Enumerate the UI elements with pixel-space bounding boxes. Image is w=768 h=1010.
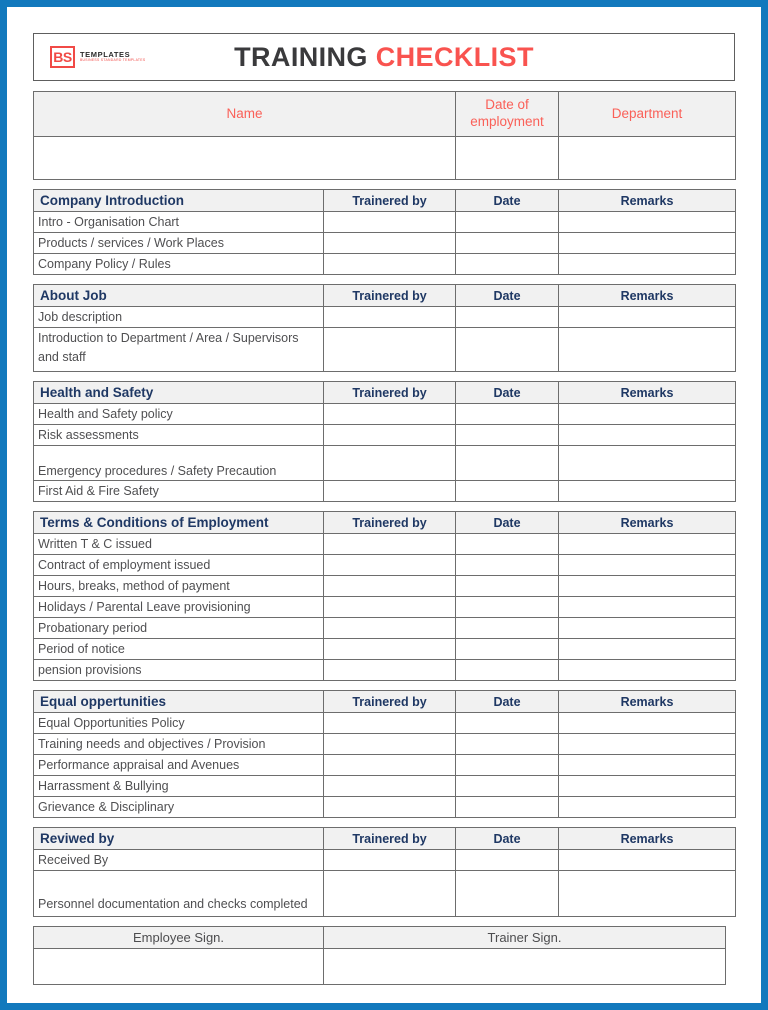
column-header-trainer: Trainered by	[324, 190, 456, 212]
checklist-row	[34, 755, 736, 776]
checklist-cell-remarks[interactable]	[559, 797, 736, 818]
checklist-cell-date[interactable]	[456, 481, 559, 502]
checklist-item-label: Personnel documentation and checks completed	[34, 871, 324, 917]
page-title-primary: TRAINING	[234, 41, 376, 72]
checklist-row	[34, 254, 736, 275]
checklist-cell-date[interactable]	[456, 534, 559, 555]
checklist-cell-trainer[interactable]	[324, 639, 456, 660]
section-title: Terms & Conditions of Employment	[34, 512, 324, 534]
checklist-cell-remarks[interactable]	[559, 576, 736, 597]
column-header-remarks: Remarks	[559, 512, 736, 534]
checklist-row	[34, 618, 736, 639]
section-header-row	[34, 691, 736, 713]
signature-value-row	[34, 949, 736, 985]
section-table	[33, 690, 736, 818]
signature-spacer	[726, 927, 736, 949]
checklist-cell-date[interactable]	[456, 212, 559, 233]
checklist-item-label: Contract of employment issued	[34, 555, 324, 576]
section-table	[33, 284, 736, 372]
checklist-item-label: Hours, breaks, method of payment	[34, 576, 324, 597]
trainer-sign-input[interactable]	[324, 949, 726, 985]
bs-logo-icon: BS	[50, 46, 75, 68]
checklist-row	[34, 639, 736, 660]
checklist-cell-date[interactable]	[456, 254, 559, 275]
trainer-sign-label: Trainer Sign.	[324, 927, 726, 949]
checklist-cell-remarks[interactable]	[559, 734, 736, 755]
checklist-cell-date[interactable]	[456, 307, 559, 328]
checklist-item-label: Written T & C issued	[34, 534, 324, 555]
checklist-cell-remarks[interactable]	[559, 404, 736, 425]
checklist-cell-remarks[interactable]	[559, 212, 736, 233]
identity-value-row	[34, 137, 736, 180]
checklist-item-label: Intro - Organisation Chart	[34, 212, 324, 233]
checklist-cell-trainer[interactable]	[324, 871, 456, 917]
checklist-item-label: Holidays / Parental Leave provisioning	[34, 597, 324, 618]
checklist-item-label: Harrassment & Bullying	[34, 776, 324, 797]
checklist-cell-remarks[interactable]	[559, 660, 736, 681]
checklist-row	[34, 233, 736, 254]
column-header-date: Date	[456, 512, 559, 534]
column-header-trainer: Trainered by	[324, 382, 456, 404]
section-title: Reviwed by	[34, 828, 324, 850]
section-table	[33, 511, 736, 681]
checklist-cell-trainer[interactable]	[324, 850, 456, 871]
checklist-item-label: Performance appraisal and Avenues	[34, 755, 324, 776]
logo-text-block	[80, 51, 145, 62]
checklist-cell-remarks[interactable]	[559, 328, 736, 372]
checklist-cell-date[interactable]	[456, 871, 559, 917]
checklist-cell-trainer[interactable]	[324, 597, 456, 618]
checklist-cell-remarks[interactable]	[559, 555, 736, 576]
checklist-cell-trainer[interactable]	[324, 233, 456, 254]
identity-header-date-of-employment	[456, 92, 559, 137]
checklist-cell-date[interactable]	[456, 734, 559, 755]
checklist-row	[34, 481, 736, 502]
employee-sign-label: Employee Sign.	[34, 927, 324, 949]
checklist-row	[34, 871, 736, 917]
date-of-employment-line1: Date of	[485, 97, 529, 113]
page-title-accent: CHECKLIST	[375, 41, 534, 72]
section-title: Equal oppertunities	[34, 691, 324, 713]
column-header-remarks: Remarks	[559, 190, 736, 212]
checklist-item-label: Probationary period	[34, 618, 324, 639]
checklist-cell-remarks[interactable]	[559, 776, 736, 797]
checklist-row	[34, 534, 736, 555]
brand-logo	[50, 46, 145, 68]
logo-name: TEMPLATES	[80, 50, 131, 60]
checklist-row	[34, 850, 736, 871]
section-header-row	[34, 190, 736, 212]
column-header-date: Date	[456, 190, 559, 212]
identity-input-department[interactable]	[559, 137, 736, 180]
checklist-cell-trainer[interactable]	[324, 404, 456, 425]
checklist-cell-remarks[interactable]	[559, 233, 736, 254]
checklist-row	[34, 660, 736, 681]
checklist-item-label: Received By	[34, 850, 324, 871]
column-header-date: Date	[456, 691, 559, 713]
checklist-cell-remarks[interactable]	[559, 618, 736, 639]
checklist-cell-trainer[interactable]	[324, 660, 456, 681]
checklist-cell-trainer[interactable]	[324, 618, 456, 639]
signature-spacer-2	[726, 949, 736, 985]
column-header-trainer: Trainered by	[324, 691, 456, 713]
checklist-cell-remarks[interactable]	[559, 755, 736, 776]
section-table	[33, 189, 736, 275]
checklist-row	[34, 307, 736, 328]
checklist-cell-trainer[interactable]	[324, 212, 456, 233]
checklist-cell-trainer[interactable]	[324, 328, 456, 372]
date-of-employment-line2: employment	[470, 114, 544, 129]
column-header-remarks: Remarks	[559, 691, 736, 713]
section-table	[33, 827, 736, 917]
checklist-cell-date[interactable]	[456, 776, 559, 797]
identity-header-name: Name	[34, 92, 456, 137]
checklist-row	[34, 576, 736, 597]
checklist-row	[34, 776, 736, 797]
checklist-row	[34, 404, 736, 425]
checklist-cell-trainer[interactable]	[324, 254, 456, 275]
checklist-sections	[33, 189, 735, 917]
checklist-cell-remarks[interactable]	[559, 307, 736, 328]
checklist-cell-remarks[interactable]	[559, 254, 736, 275]
section-header-row	[34, 828, 736, 850]
checklist-item-label: Introduction to Department / Area / Supervisors and staff	[34, 328, 324, 372]
checklist-cell-trainer[interactable]	[324, 481, 456, 502]
column-header-date: Date	[456, 285, 559, 307]
document-header	[33, 33, 735, 81]
column-header-remarks: Remarks	[559, 382, 736, 404]
checklist-item-label: Grievance & Disciplinary	[34, 797, 324, 818]
column-header-date: Date	[456, 828, 559, 850]
checklist-cell-remarks[interactable]	[559, 446, 736, 481]
checklist-item-label: Products / services / Work Places	[34, 233, 324, 254]
identity-input-name[interactable]	[34, 137, 456, 180]
section-table	[33, 381, 736, 502]
checklist-cell-remarks[interactable]	[559, 871, 736, 917]
checklist-cell-date[interactable]	[456, 755, 559, 776]
checklist-row	[34, 597, 736, 618]
checklist-item-label: Emergency procedures / Safety Precaution	[34, 446, 324, 481]
checklist-cell-remarks[interactable]	[559, 713, 736, 734]
checklist-cell-trainer[interactable]	[324, 576, 456, 597]
checklist-cell-trainer[interactable]	[324, 555, 456, 576]
column-header-trainer: Trainered by	[324, 285, 456, 307]
checklist-item-label: Health and Safety policy	[34, 404, 324, 425]
checklist-row	[34, 713, 736, 734]
checklist-row	[34, 425, 736, 446]
section-title: About Job	[34, 285, 324, 307]
section-header-row	[34, 512, 736, 534]
checklist-cell-date[interactable]	[456, 639, 559, 660]
checklist-cell-date[interactable]	[456, 233, 559, 254]
identity-input-date-of-employment[interactable]	[456, 137, 559, 180]
checklist-row	[34, 734, 736, 755]
checklist-cell-trainer[interactable]	[324, 425, 456, 446]
checklist-item-label: Equal Opportunities Policy	[34, 713, 324, 734]
checklist-cell-trainer[interactable]	[324, 755, 456, 776]
checklist-cell-date[interactable]	[456, 446, 559, 481]
signature-header-row	[34, 927, 736, 949]
logo-tagline: BUSINESS STANDARD TEMPLATES	[80, 58, 146, 63]
checklist-cell-date[interactable]	[456, 555, 559, 576]
checklist-item-label: Company Policy / Rules	[34, 254, 324, 275]
checklist-cell-remarks[interactable]	[559, 534, 736, 555]
checklist-cell-trainer[interactable]	[324, 446, 456, 481]
signature-table	[33, 926, 736, 985]
column-header-date: Date	[456, 382, 559, 404]
checklist-item-label: pension provisions	[34, 660, 324, 681]
checklist-cell-trainer[interactable]	[324, 307, 456, 328]
checklist-cell-remarks[interactable]	[559, 597, 736, 618]
checklist-cell-trainer[interactable]	[324, 534, 456, 555]
column-header-remarks: Remarks	[559, 828, 736, 850]
checklist-row	[34, 446, 736, 481]
checklist-cell-remarks[interactable]	[559, 639, 736, 660]
checklist-cell-remarks[interactable]	[559, 425, 736, 446]
checklist-item-label: Training needs and objectives / Provision	[34, 734, 324, 755]
checklist-cell-date[interactable]	[456, 597, 559, 618]
identity-header-row	[34, 92, 736, 137]
checklist-cell-trainer[interactable]	[324, 776, 456, 797]
section-title: Health and Safety	[34, 382, 324, 404]
section-header-row	[34, 382, 736, 404]
column-header-trainer: Trainered by	[324, 512, 456, 534]
checklist-cell-date[interactable]	[456, 618, 559, 639]
employee-sign-input[interactable]	[34, 949, 324, 985]
checklist-cell-remarks[interactable]	[559, 481, 736, 502]
checklist-cell-date[interactable]	[456, 425, 559, 446]
checklist-cell-remarks[interactable]	[559, 850, 736, 871]
checklist-cell-date[interactable]	[456, 660, 559, 681]
checklist-item-label: First Aid & Fire Safety	[34, 481, 324, 502]
checklist-row	[34, 328, 736, 372]
checklist-cell-date[interactable]	[456, 404, 559, 425]
checklist-cell-trainer[interactable]	[324, 713, 456, 734]
checklist-row	[34, 797, 736, 818]
checklist-row	[34, 212, 736, 233]
checklist-cell-trainer[interactable]	[324, 734, 456, 755]
checklist-cell-date[interactable]	[456, 328, 559, 372]
column-header-trainer: Trainered by	[324, 828, 456, 850]
checklist-row	[34, 555, 736, 576]
identity-header-department: Department	[559, 92, 736, 137]
checklist-cell-date[interactable]	[456, 850, 559, 871]
section-header-row	[34, 285, 736, 307]
checklist-item-label: Job description	[34, 307, 324, 328]
employee-identity-table	[33, 91, 736, 180]
column-header-remarks: Remarks	[559, 285, 736, 307]
document-body	[33, 33, 735, 985]
section-title: Company Introduction	[34, 190, 324, 212]
checklist-cell-trainer[interactable]	[324, 797, 456, 818]
checklist-cell-date[interactable]	[456, 797, 559, 818]
checklist-cell-date[interactable]	[456, 576, 559, 597]
checklist-item-label: Risk assessments	[34, 425, 324, 446]
checklist-item-label: Period of notice	[34, 639, 324, 660]
checklist-cell-date[interactable]	[456, 713, 559, 734]
